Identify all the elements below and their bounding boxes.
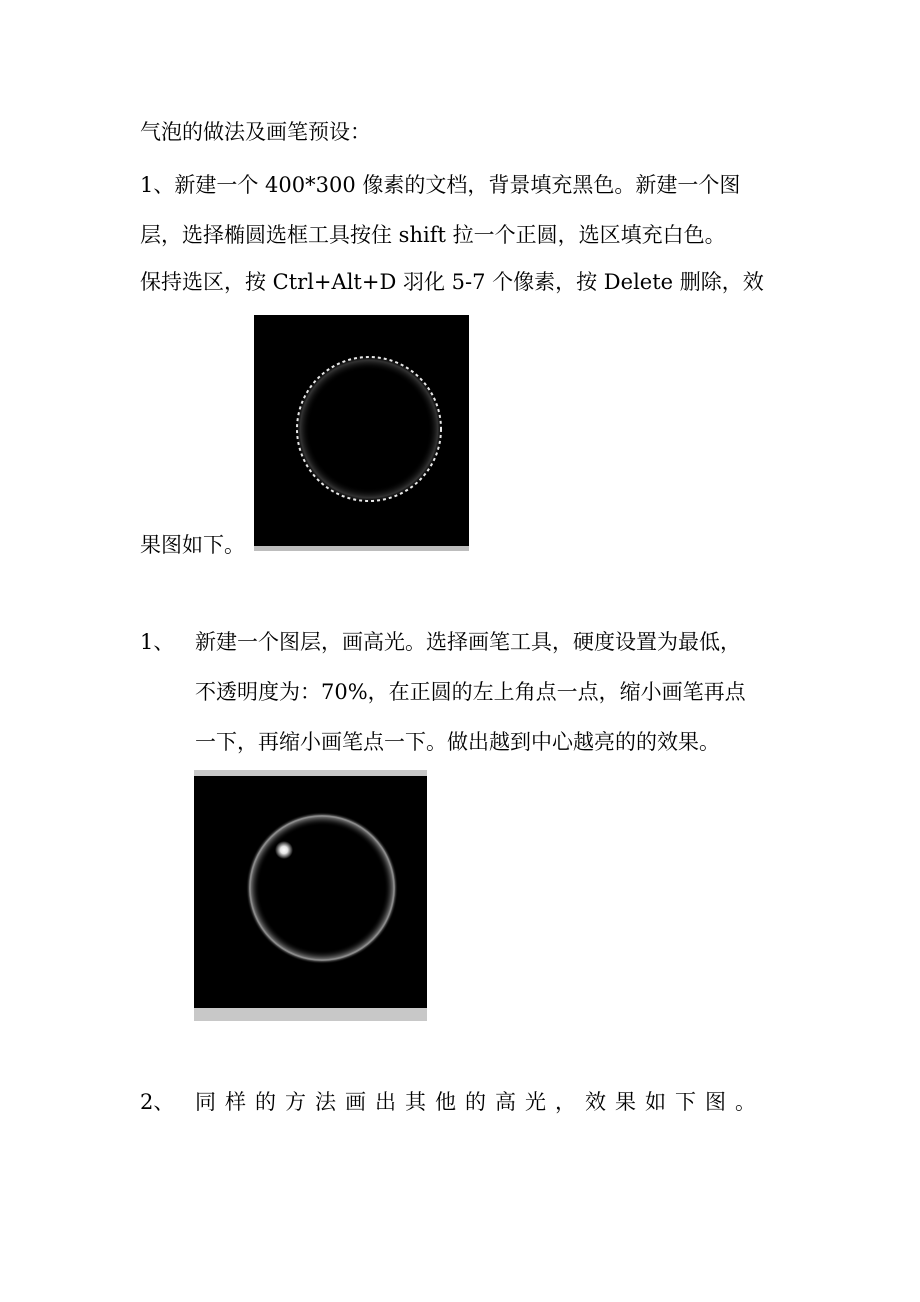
figure-selection-ring: [254, 315, 469, 551]
step-highlight-line-1: 新建一个图层，画高光。选择画笔工具，硬度设置为最低，: [195, 630, 741, 654]
figure-bubble-highlight: [194, 770, 427, 1021]
step1-intro-line-2: 层，选择椭圆选框工具按住 shift 拉一个正圆，选区填充白色。: [140, 223, 726, 247]
step-highlight-number: 1、: [140, 630, 175, 654]
step1-intro-line-3: 保持选区，按 Ctrl+Alt+D 羽化 5-7 个像素，按 Delete 删除，效: [140, 270, 764, 294]
step2-text: 同样的方法画出其他的高光，效果如下图。: [195, 1090, 765, 1114]
step1-intro-line-1: 1、新建一个 400*300 像素的文档，背景填充黑色。新建一个图: [140, 173, 741, 197]
step-highlight-line-2: 不透明度为：70%，在正圆的左上角点一点，缩小画笔再点: [195, 680, 746, 704]
document-title: 气泡的做法及画笔预设：: [140, 120, 371, 144]
step-highlight-line-3: 一下，再缩小画笔点一下。做出越到中心越亮的的效果。: [195, 730, 720, 754]
step1-intro-line-4: 果图如下。: [140, 533, 245, 557]
step2-number: 2、: [140, 1090, 175, 1114]
